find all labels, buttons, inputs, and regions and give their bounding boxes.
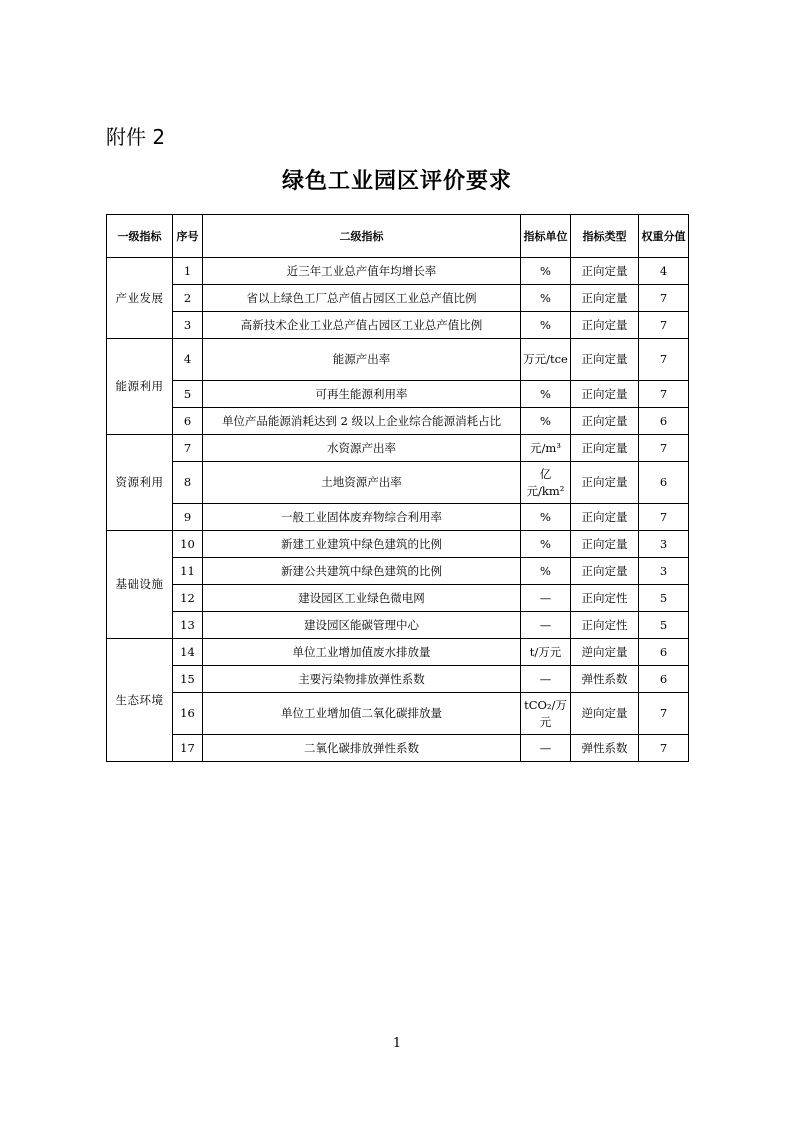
- weight-cell: 6: [639, 666, 689, 693]
- unit-cell: —: [521, 735, 571, 762]
- level1-indicator: 产业发展: [107, 258, 173, 339]
- unit-cell: 元/m³: [521, 435, 571, 462]
- table-row: [107, 408, 689, 435]
- unit-cell: t/万元: [521, 639, 571, 666]
- unit-cell: %: [521, 504, 571, 531]
- table-header: [107, 215, 689, 258]
- header-level2: 二级指标: [203, 215, 521, 258]
- level1-indicator: 能源利用: [107, 339, 173, 435]
- unit-cell: —: [521, 612, 571, 639]
- header-weight: 权重分值: [639, 215, 689, 258]
- level2-indicator: 单位产品能源消耗达到 2 级以上企业综合能源消耗占比: [203, 408, 521, 435]
- unit-cell: %: [521, 381, 571, 408]
- type-cell: 逆向定量: [571, 693, 639, 735]
- header-seq: 序号: [173, 215, 203, 258]
- level2-indicator: 单位工业增加值废水排放量: [203, 639, 521, 666]
- table-row: [107, 585, 689, 612]
- weight-cell: 4: [639, 258, 689, 285]
- seq-cell: 12: [173, 585, 203, 612]
- weight-cell: 5: [639, 612, 689, 639]
- level2-indicator: 主要污染物排放弹性系数: [203, 666, 521, 693]
- unit-cell: 万元/tce: [521, 339, 571, 381]
- weight-cell: 7: [639, 504, 689, 531]
- table-row: [107, 339, 689, 381]
- unit-cell: —: [521, 585, 571, 612]
- page-number: 1: [392, 1036, 402, 1051]
- weight-cell: 7: [639, 285, 689, 312]
- seq-cell: 10: [173, 531, 203, 558]
- level2-indicator: 近三年工业总产值年均增长率: [203, 258, 521, 285]
- weight-cell: 5: [639, 585, 689, 612]
- header-row: [107, 215, 689, 258]
- table-row: [107, 462, 689, 504]
- type-cell: 正向定量: [571, 312, 639, 339]
- weight-cell: 7: [639, 735, 689, 762]
- weight-cell: 3: [639, 558, 689, 585]
- unit-cell: —: [521, 666, 571, 693]
- weight-cell: 7: [639, 312, 689, 339]
- level2-indicator: 建设园区工业绿色微电网: [203, 585, 521, 612]
- weight-cell: 6: [639, 639, 689, 666]
- type-cell: 正向定量: [571, 558, 639, 585]
- header-unit: 指标单位: [521, 215, 571, 258]
- unit-cell: %: [521, 408, 571, 435]
- level2-indicator: 新建工业建筑中绿色建筑的比例: [203, 531, 521, 558]
- level1-indicator: 资源利用: [107, 435, 173, 531]
- type-cell: 正向定量: [571, 408, 639, 435]
- type-cell: 正向定量: [571, 504, 639, 531]
- weight-cell: 3: [639, 531, 689, 558]
- level2-indicator: 二氧化碳排放弹性系数: [203, 735, 521, 762]
- table-body: [107, 258, 689, 762]
- type-cell: 正向定量: [571, 258, 639, 285]
- table-row: [107, 435, 689, 462]
- unit-cell: %: [521, 285, 571, 312]
- weight-cell: 6: [639, 462, 689, 504]
- level2-indicator: 省以上绿色工厂总产值占园区工业总产值比例: [203, 285, 521, 312]
- type-cell: 正向定量: [571, 381, 639, 408]
- type-cell: 正向定性: [571, 612, 639, 639]
- weight-cell: 7: [639, 339, 689, 381]
- seq-cell: 2: [173, 285, 203, 312]
- seq-cell: 14: [173, 639, 203, 666]
- type-cell: 正向定量: [571, 435, 639, 462]
- attachment-label: 附件 2: [106, 125, 166, 149]
- type-cell: 正向定性: [571, 585, 639, 612]
- unit-cell: %: [521, 312, 571, 339]
- seq-cell: 6: [173, 408, 203, 435]
- table-row: [107, 735, 689, 762]
- seq-cell: 5: [173, 381, 203, 408]
- table-row: [107, 639, 689, 666]
- criteria-table: [106, 214, 689, 762]
- seq-cell: 13: [173, 612, 203, 639]
- table-row: [107, 693, 689, 735]
- table-row: [107, 612, 689, 639]
- seq-cell: 15: [173, 666, 203, 693]
- seq-cell: 7: [173, 435, 203, 462]
- unit-cell: %: [521, 531, 571, 558]
- level1-indicator: 基础设施: [107, 531, 173, 639]
- table-row: [107, 258, 689, 285]
- seq-cell: 4: [173, 339, 203, 381]
- type-cell: 弹性系数: [571, 735, 639, 762]
- table-row: [107, 381, 689, 408]
- level2-indicator: 土地资源产出率: [203, 462, 521, 504]
- unit-cell: %: [521, 558, 571, 585]
- table-row: [107, 666, 689, 693]
- type-cell: 正向定量: [571, 531, 639, 558]
- weight-cell: 7: [639, 435, 689, 462]
- level2-indicator: 一般工业固体废弃物综合利用率: [203, 504, 521, 531]
- type-cell: 正向定量: [571, 285, 639, 312]
- document-title: 绿色工业园区评价要求: [281, 169, 512, 194]
- table-row: [107, 531, 689, 558]
- unit-cell: %: [521, 258, 571, 285]
- seq-cell: 8: [173, 462, 203, 504]
- weight-cell: 7: [639, 381, 689, 408]
- level2-indicator: 建设园区能碳管理中心: [203, 612, 521, 639]
- header-type: 指标类型: [571, 215, 639, 258]
- type-cell: 弹性系数: [571, 666, 639, 693]
- seq-cell: 16: [173, 693, 203, 735]
- level2-indicator: 能源产出率: [203, 339, 521, 381]
- level2-indicator: 水资源产出率: [203, 435, 521, 462]
- seq-cell: 17: [173, 735, 203, 762]
- unit-cell: 亿元/km²: [521, 462, 571, 504]
- level1-indicator: 生态环境: [107, 639, 173, 762]
- header-level1: 一级指标: [107, 215, 173, 258]
- level2-indicator: 单位工业增加值二氧化碳排放量: [203, 693, 521, 735]
- seq-cell: 9: [173, 504, 203, 531]
- weight-cell: 7: [639, 693, 689, 735]
- table-row: [107, 558, 689, 585]
- seq-cell: 11: [173, 558, 203, 585]
- weight-cell: 6: [639, 408, 689, 435]
- level2-indicator: 可再生能源利用率: [203, 381, 521, 408]
- seq-cell: 1: [173, 258, 203, 285]
- level2-indicator: 新建公共建筑中绿色建筑的比例: [203, 558, 521, 585]
- seq-cell: 3: [173, 312, 203, 339]
- unit-cell: tCO₂/万元: [521, 693, 571, 735]
- type-cell: 逆向定量: [571, 639, 639, 666]
- table-row: [107, 285, 689, 312]
- type-cell: 正向定量: [571, 339, 639, 381]
- type-cell: 正向定量: [571, 462, 639, 504]
- table-row: [107, 312, 689, 339]
- level2-indicator: 高新技术企业工业总产值占园区工业总产值比例: [203, 312, 521, 339]
- table-row: [107, 504, 689, 531]
